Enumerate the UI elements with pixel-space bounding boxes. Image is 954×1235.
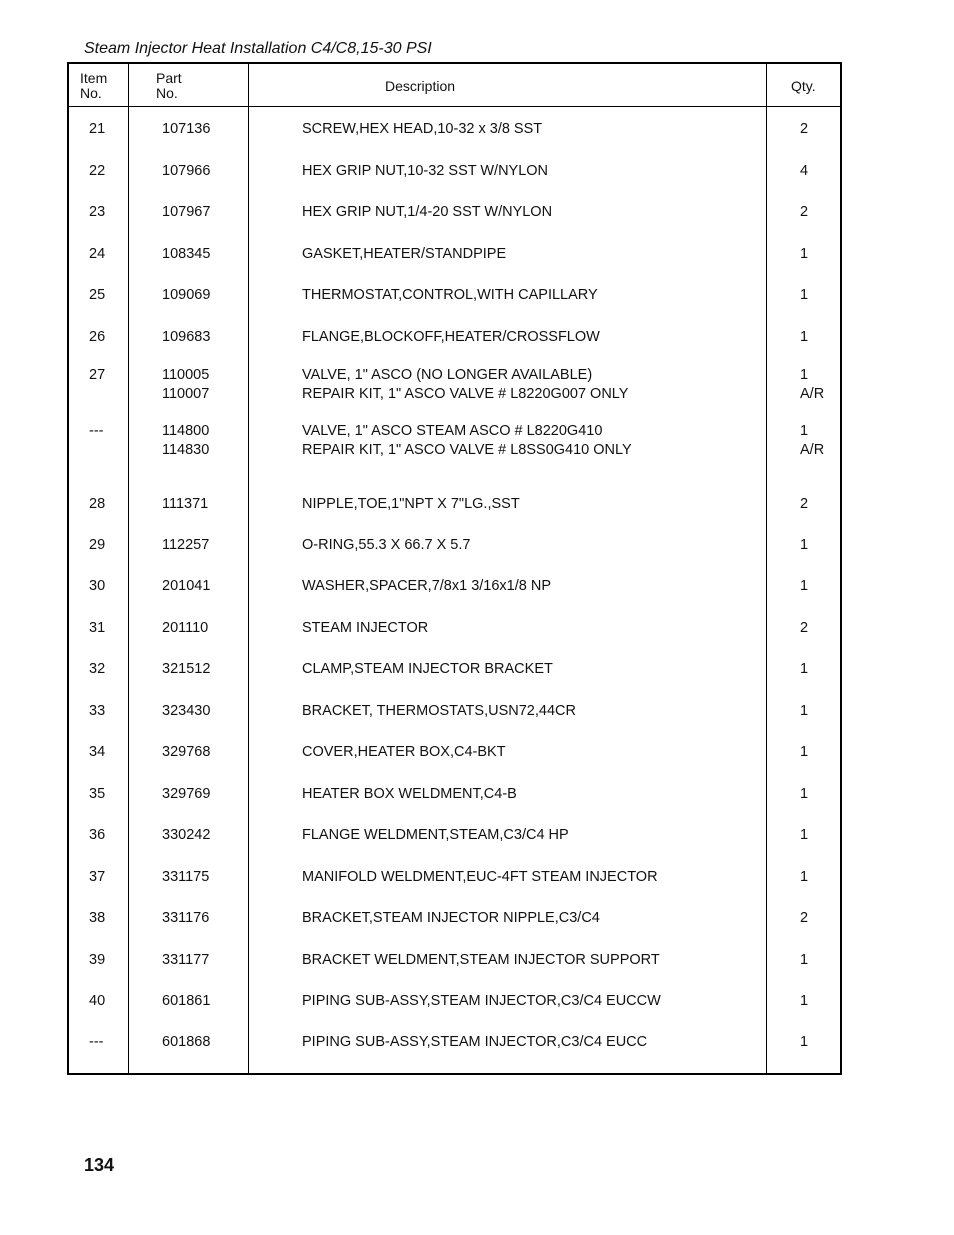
quantity-value: 2: [800, 496, 809, 512]
quantity: [800, 245, 808, 264]
quantity: [800, 743, 808, 762]
quantity: [800, 203, 808, 222]
part-description: [302, 366, 628, 404]
quantity-value: 1: [800, 661, 809, 677]
item-number: [89, 162, 105, 181]
part-number-value: 331176: [162, 910, 210, 926]
part-description-value: MANIFOLD WELDMENT,EUC-4FT STEAM INJECTOR: [302, 869, 658, 885]
item-number: [89, 743, 105, 762]
item-number-value: 40: [89, 993, 106, 1009]
part-number-value: 107967: [162, 204, 211, 220]
column-divider: [766, 64, 767, 1073]
part-number-value-secondary: 114830: [162, 442, 210, 458]
column-header-part-line1: Part: [156, 70, 182, 86]
quantity-value: 1: [800, 993, 809, 1009]
item-number: [89, 619, 105, 638]
quantity-value: 1: [800, 1034, 809, 1050]
part-description-value: CLAMP,STEAM INJECTOR BRACKET: [302, 661, 553, 677]
item-number: [89, 785, 105, 804]
quantity: [800, 992, 808, 1011]
part-number-value: 109069: [162, 287, 211, 303]
part-number: [162, 366, 209, 404]
part-number: [162, 992, 210, 1011]
item-number-value: ---: [89, 423, 104, 439]
part-number: [162, 203, 210, 222]
part-description-value: O-RING,55.3 X 66.7 X 5.7: [302, 537, 471, 553]
part-number: [162, 422, 209, 460]
quantity: [800, 162, 808, 181]
item-number-value: 25: [89, 287, 106, 303]
quantity: [800, 422, 824, 460]
item-number-value: ---: [89, 1034, 104, 1050]
part-description: [302, 495, 520, 514]
quantity: [800, 909, 808, 928]
item-number-value: 22: [89, 163, 106, 179]
part-number: [162, 826, 210, 845]
part-number-value: 107966: [162, 163, 211, 179]
quantity-value: 2: [800, 620, 809, 636]
quantity: [800, 120, 808, 139]
part-description: [302, 203, 552, 222]
item-number: [89, 992, 105, 1011]
part-description-value: VALVE, 1" ASCO STEAM ASCO # L8220G410: [302, 423, 603, 439]
part-number-value: 112257: [162, 537, 210, 553]
quantity-value: 2: [800, 204, 809, 220]
part-number-value: 110005: [162, 367, 210, 383]
part-number-value: 108345: [162, 246, 211, 262]
part-number-value-secondary: 110007: [162, 386, 210, 402]
part-description-value-secondary: REPAIR KIT, 1" ASCO VALVE # L8220G007 ONLY: [302, 386, 629, 402]
column-header-item: [80, 71, 107, 101]
column-header-item-line1: Item: [80, 70, 108, 86]
part-description: [302, 245, 506, 264]
column-header-item-line2: No.: [80, 85, 102, 101]
part-description-value: COVER,HEATER BOX,C4-BKT: [302, 744, 506, 760]
item-number-value: 37: [89, 869, 106, 885]
part-number: [162, 743, 210, 762]
part-number: [162, 328, 210, 347]
part-number-value: 331175: [162, 869, 210, 885]
item-number-value: 23: [89, 204, 106, 220]
quantity: [800, 619, 808, 638]
item-number-value: 27: [89, 367, 106, 383]
item-number-value: 21: [89, 121, 106, 137]
quantity-value: 1: [800, 367, 809, 383]
quantity: [800, 366, 824, 404]
part-description: [302, 992, 661, 1011]
part-description-value: BRACKET,STEAM INJECTOR NIPPLE,C3/C4: [302, 910, 600, 926]
column-header-part: [156, 71, 182, 101]
parts-table: [67, 62, 842, 1075]
part-description-value: PIPING SUB-ASSY,STEAM INJECTOR,C3/C4 EUCCW: [302, 993, 661, 1009]
quantity-value: 1: [800, 786, 809, 802]
part-description-value: GASKET,HEATER/STANDPIPE: [302, 246, 507, 262]
column-header-qty: Qty.: [791, 78, 816, 94]
part-number-value: 330242: [162, 827, 211, 843]
quantity-value: 1: [800, 869, 809, 885]
item-number-value: 38: [89, 910, 106, 926]
item-number-value: 28: [89, 496, 106, 512]
part-number: [162, 951, 209, 970]
part-number: [162, 495, 208, 514]
item-number: [89, 536, 105, 555]
quantity: [800, 702, 808, 721]
part-description-value: STEAM INJECTOR: [302, 620, 429, 636]
item-number: [89, 245, 105, 264]
part-number: [162, 619, 208, 638]
quantity-value: 1: [800, 578, 809, 594]
part-number-value: 201110: [162, 620, 209, 636]
item-number: [89, 286, 105, 305]
part-description-value: VALVE, 1" ASCO (NO LONGER AVAILABLE): [302, 367, 593, 383]
quantity-value: 1: [800, 246, 809, 262]
part-description-value: FLANGE,BLOCKOFF,HEATER/CROSSFLOW: [302, 329, 600, 345]
part-number-value: 321512: [162, 661, 211, 677]
item-number-value: 32: [89, 661, 106, 677]
part-description: [302, 619, 428, 638]
column-header-part-line2: No.: [156, 85, 178, 101]
part-number: [162, 868, 209, 887]
part-description-value: FLANGE WELDMENT,STEAM,C3/C4 HP: [302, 827, 569, 843]
part-number-value: 329768: [162, 744, 211, 760]
quantity-value: 1: [800, 703, 809, 719]
part-number-value: 601861: [162, 993, 211, 1009]
part-number-value: 111371: [162, 496, 209, 512]
part-number: [162, 162, 210, 181]
item-number: [89, 1033, 104, 1052]
column-divider: [128, 64, 129, 1073]
part-description: [302, 909, 600, 928]
item-number-value: 30: [89, 578, 106, 594]
part-description-value-secondary: REPAIR KIT, 1" ASCO VALVE # L8SS0G410 ONLY: [302, 442, 632, 458]
page-title: Steam Injector Heat Installation C4/C8,15-30 PSI: [84, 40, 432, 57]
quantity: [800, 1033, 808, 1052]
item-number-value: 24: [89, 246, 106, 262]
quantity-value: 4: [800, 163, 809, 179]
part-description: [302, 868, 658, 887]
item-number: [89, 328, 105, 347]
part-description: [302, 577, 551, 596]
part-description-value: WASHER,SPACER,7/8x1 3/16x1/8 NP: [302, 578, 552, 594]
part-description-value: BRACKET, THERMOSTATS,USN72,44CR: [302, 703, 576, 719]
item-number: [89, 422, 104, 441]
quantity-value: 1: [800, 827, 809, 843]
part-description: [302, 162, 548, 181]
quantity: [800, 660, 808, 679]
quantity-value: 2: [800, 910, 809, 926]
part-number: [162, 1033, 210, 1052]
item-number: [89, 660, 105, 679]
quantity: [800, 826, 808, 845]
part-description: [302, 1033, 647, 1052]
quantity-value: 1: [800, 537, 809, 553]
item-number-value: 39: [89, 952, 106, 968]
part-number: [162, 286, 210, 305]
item-number-value: 26: [89, 329, 106, 345]
quantity-value: 1: [800, 287, 809, 303]
item-number: [89, 366, 105, 385]
part-number: [162, 120, 210, 139]
part-number-value: 329769: [162, 786, 211, 802]
part-description: [302, 120, 542, 139]
part-number-value: 107136: [162, 121, 211, 137]
part-description-value: SCREW,HEX HEAD,10-32 x 3/8 SST: [302, 121, 543, 137]
page-number: 134: [84, 1155, 115, 1175]
item-number-value: 29: [89, 537, 106, 553]
part-description: [302, 951, 660, 970]
part-description: [302, 826, 569, 845]
quantity-value-secondary: A/R: [800, 386, 825, 402]
quantity: [800, 495, 808, 514]
item-number: [89, 826, 105, 845]
part-description: [302, 422, 632, 460]
part-number: [162, 536, 209, 555]
quantity-value-secondary: A/R: [800, 442, 825, 458]
item-number: [89, 909, 105, 928]
part-number: [162, 702, 210, 721]
part-number-value: 109683: [162, 329, 211, 345]
item-number: [89, 577, 105, 596]
item-number-value: 31: [89, 620, 106, 636]
item-number-value: 36: [89, 827, 106, 843]
quantity: [800, 785, 808, 804]
part-description-value: HEX GRIP NUT,1/4-20 SST W/NYLON: [302, 204, 553, 220]
quantity-value: 1: [800, 952, 809, 968]
column-header-description: Description: [385, 78, 456, 94]
part-description: [302, 328, 600, 347]
part-description: [302, 536, 470, 555]
item-number: [89, 702, 105, 721]
quantity-value: 1: [800, 744, 809, 760]
part-description: [302, 286, 598, 305]
item-number: [89, 951, 105, 970]
quantity: [800, 328, 808, 347]
part-description: [302, 743, 506, 762]
column-divider: [248, 64, 249, 1073]
quantity-value: 1: [800, 423, 809, 439]
part-number-value: 323430: [162, 703, 211, 719]
part-description-value: PIPING SUB-ASSY,STEAM INJECTOR,C3/C4 EUCC: [302, 1034, 648, 1050]
part-number-value: 331177: [162, 952, 210, 968]
part-number: [162, 909, 209, 928]
part-number-value: 601868: [162, 1034, 211, 1050]
quantity: [800, 868, 808, 887]
part-description-value: THERMOSTAT,CONTROL,WITH CAPILLARY: [302, 287, 598, 303]
item-number: [89, 120, 105, 139]
part-description: [302, 785, 517, 804]
part-number: [162, 660, 210, 679]
header-divider: [69, 106, 840, 107]
part-number-value: 201041: [162, 578, 211, 594]
part-description: [302, 702, 576, 721]
part-description-value: HEX GRIP NUT,10-32 SST W/NYLON: [302, 163, 549, 179]
quantity: [800, 536, 808, 555]
quantity: [800, 286, 808, 305]
quantity: [800, 577, 808, 596]
item-number: [89, 495, 105, 514]
part-description-value: NIPPLE,TOE,1"NPT X 7"LG.,SST: [302, 496, 520, 512]
part-number: [162, 245, 210, 264]
part-number: [162, 785, 210, 804]
part-number-value: 114800: [162, 423, 210, 439]
quantity: [800, 951, 808, 970]
part-description: [302, 660, 553, 679]
item-number-value: 34: [89, 744, 106, 760]
quantity-value: 2: [800, 121, 809, 137]
part-description-value: BRACKET WELDMENT,STEAM INJECTOR SUPPORT: [302, 952, 660, 968]
item-number-value: 33: [89, 703, 106, 719]
part-description-value: HEATER BOX WELDMENT,C4-B: [302, 786, 517, 802]
quantity-value: 1: [800, 329, 809, 345]
item-number-value: 35: [89, 786, 106, 802]
item-number: [89, 868, 105, 887]
item-number: [89, 203, 105, 222]
part-number: [162, 577, 210, 596]
